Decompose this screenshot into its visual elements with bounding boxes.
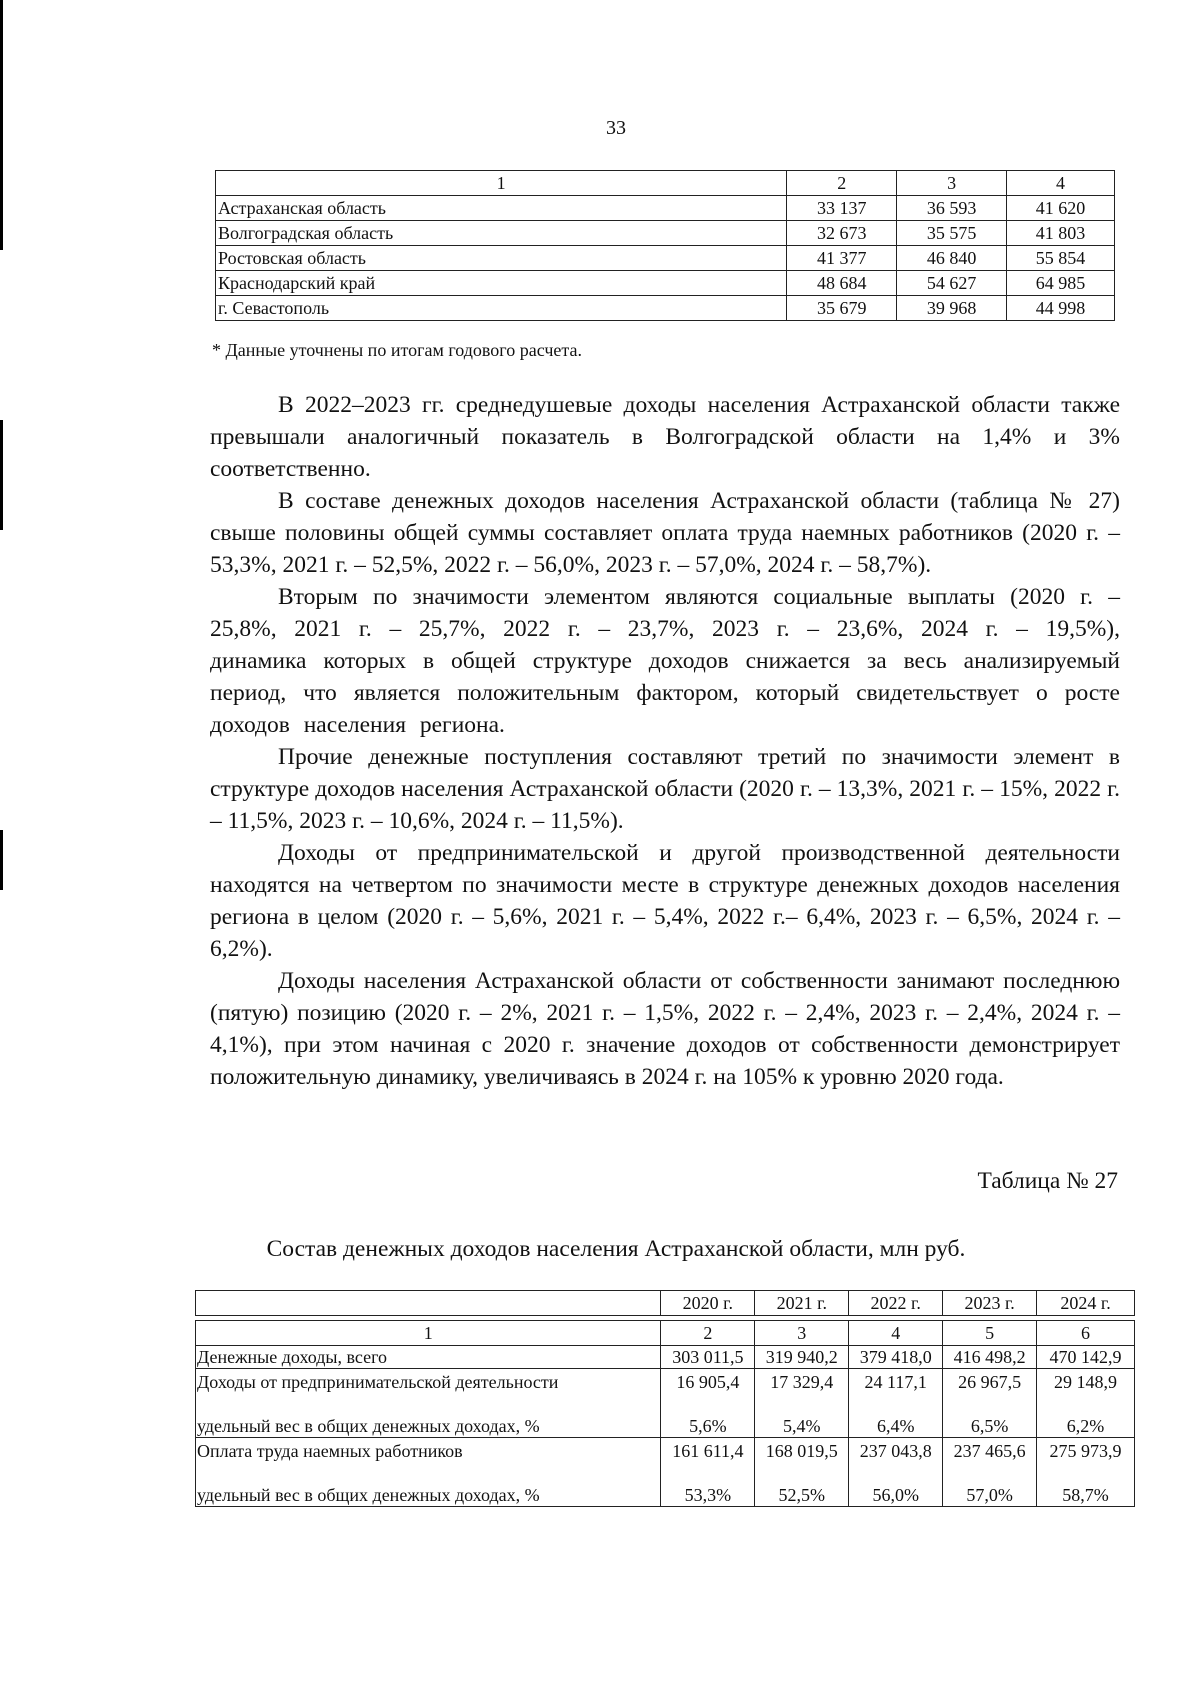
table-row [196,1401,1135,1438]
table-cell: 1 [216,171,787,196]
year-header: 2022 г. [849,1291,943,1316]
scan-edge-line [0,420,3,530]
year-header: 2021 г. [755,1291,849,1316]
paragraph: Вторым по значимости элементом являются социальные выплаты (2020 г. – 25,8%, 2021 г. – 25,7%, 2022 г. – 23,7%, 2023 г. – 23,6%, 2024 г. – 19,5%), динамика которых в общей структуре доходов снижается за весь анализируемый период, что является положительным фактором, который свидетельствует о росте доходов населения региона. [210,584,1120,738]
table-cell: 52,5% [755,1470,849,1507]
table-header-row [196,1321,1135,1346]
table-cell: 237 465,6 [943,1438,1037,1471]
table-cell: 56,0% [849,1470,943,1507]
table-cell: 32 673 [787,221,897,246]
table-cell: 3 [897,171,1007,196]
table-cell: 57,0% [943,1470,1037,1507]
table-row [196,1470,1135,1507]
table-cell: 17 329,4 [755,1369,849,1402]
table-row [216,271,1115,296]
table-caption: Таблица № 27 [977,1168,1118,1194]
table-row [216,221,1115,246]
row-label: удельный вес в общих денежных доходах, % [196,1470,661,1507]
row-label: Доходы от предпринимательской деятельности [196,1369,661,1402]
table-cell: 5,4% [755,1401,849,1438]
table-cell: 5 [943,1321,1037,1346]
table-cell: 3 [755,1321,849,1346]
scan-edge-line [0,830,3,890]
table-cell: 35 575 [897,221,1007,246]
table-title: Состав денежных доходов населения Астраханской области, млн руб. [266,1236,966,1262]
year-header: 2020 г. [661,1291,755,1316]
table-cell: 24 117,1 [849,1369,943,1402]
table-cell: 319 940,2 [755,1346,849,1369]
table-cell: 470 142,9 [1037,1346,1135,1369]
table-cell: 5,6% [661,1401,755,1438]
table-cell: 6 [1037,1321,1135,1346]
region-name: г. Севастополь [216,296,787,321]
year-header: 2023 г. [943,1291,1037,1316]
region-name: Ростовская область [216,246,787,271]
table-cell: 44 998 [1007,296,1115,321]
paragraph: В 2022–2023 гг. среднедушевые доходы населения Астраханской области также превышали аналогичный показатель в Волгоградской области на 1,4% и 3% соответственно. [210,392,1120,482]
table-cell: 26 967,5 [943,1369,1037,1402]
table-row [216,196,1115,221]
table-cell: 4 [849,1321,943,1346]
income-structure-table [195,1290,1135,1507]
table-row [216,246,1115,271]
row-label: Оплата труда наемных работников [196,1438,661,1471]
table-cell: 35 679 [787,296,897,321]
row-label: удельный вес в общих денежных доходах, % [196,1401,661,1438]
table-row [196,1369,1135,1402]
table-cell: 46 840 [897,246,1007,271]
table-row [216,296,1115,321]
year-header: 2024 г. [1037,1291,1135,1316]
body-text [210,389,1120,1093]
region-name: Астраханская область [216,196,787,221]
table-cell: 1 [196,1321,661,1346]
table-cell: 6,4% [849,1401,943,1438]
table-row [196,1438,1135,1471]
footnote: * Данные уточнены по итогам годового расчета. [212,340,582,360]
paragraph: Доходы населения Астраханской области от собственности занимают последнюю (пятую) позицию (2020 г. – 2%, 2021 г. – 1,5%, 2022 г. – 2,4%, 2023 г. – 2,4%, 2024 г. – 4,1%), при этом начиная с 2020 г. значение доходов от собственности демонстрирует положительную динамику, увеличиваясь в 2024 г. на 105% к уровню 2020 года. [210,968,1120,1090]
table-cell: 41 620 [1007,196,1115,221]
table-cell: 6,5% [943,1401,1037,1438]
table-cell: 2 [787,171,897,196]
table-cell: 54 627 [897,271,1007,296]
paragraph: Прочие денежные поступления составляют третий по значимости элемент в структуре доходов населения Астраханской области (2020 г. – 13,3%, 2021 г. – 15%, 2022 г. – 11,5%, 2023 г. – 10,6%, 2024 г. – 11,5%). [210,744,1120,834]
row-label: Денежные доходы, всего [196,1346,661,1369]
table-cell: 416 498,2 [943,1346,1037,1369]
table-cell: 64 985 [1007,271,1115,296]
table-cell: 161 611,4 [661,1438,755,1471]
table-cell: 168 019,5 [755,1438,849,1471]
table-cell: 41 377 [787,246,897,271]
table-cell: 303 011,5 [661,1346,755,1369]
table-cell: 36 593 [897,196,1007,221]
table-cell: 58,7% [1037,1470,1135,1507]
table-cell: 55 854 [1007,246,1115,271]
table-cell: 2 [661,1321,755,1346]
table-row [196,1346,1135,1369]
paragraph: В составе денежных доходов населения Астраханской области (таблица № 27) свыше половины общей суммы составляет оплата труда наемных работников (2020 г. – 53,3%, 2021 г. – 52,5%, 2022 г. – 56,0%, 2023 г. – 57,0%, 2024 г. – 58,7%). [210,488,1120,578]
table-header-row [196,1291,1135,1316]
table-header-row [216,171,1115,196]
table-cell: 33 137 [787,196,897,221]
table-cell: 379 418,0 [849,1346,943,1369]
table-cell: 41 803 [1007,221,1115,246]
table-cell: 16 905,4 [661,1369,755,1402]
region-name: Волгоградская область [216,221,787,246]
table-cell: 39 968 [897,296,1007,321]
paragraph: Доходы от предпринимательской и другой производственной деятельности находятся на четвертом по значимости месте в структуре денежных доходов населения региона в целом (2020 г. – 5,6%, 2021 г. – 5,4%, 2022 г.– 6,4%, 2023 г. – 6,5%, 2024 г. – 6,2%). [210,840,1120,962]
table-cell: 275 973,9 [1037,1438,1135,1471]
table-cell: 237 043,8 [849,1438,943,1471]
table-cell: 48 684 [787,271,897,296]
table-cell: 53,3% [661,1470,755,1507]
table-cell: 29 148,9 [1037,1369,1135,1402]
table-cell [196,1291,661,1316]
table-cell: 6,2% [1037,1401,1135,1438]
income-comparison-table [215,170,1115,321]
page-number: 33 [606,117,626,139]
region-name: Краснодарский край [216,271,787,296]
table-cell: 4 [1007,171,1115,196]
